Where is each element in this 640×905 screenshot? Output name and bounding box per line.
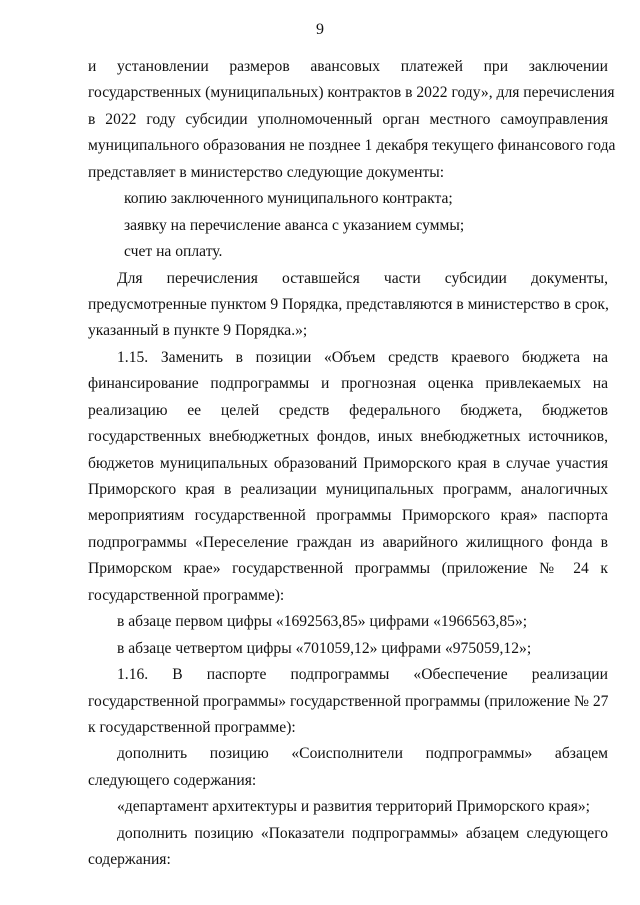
paragraph-3 <box>88 213 608 239</box>
text-line: представляет в министерство следующие документы: <box>88 163 445 181</box>
paragraph-8 <box>88 636 608 662</box>
paragraph-10 <box>88 741 608 794</box>
paragraph-5 <box>88 266 608 345</box>
text-line: государственных (муниципальных) контрактов в 2022 году», для перечисления <box>88 84 615 102</box>
text-line: государственной программы» государственной программы (приложение № 27 <box>88 692 609 710</box>
text-line: 1.16. В паспорте подпрограммы «Обеспечение реализации <box>117 666 608 684</box>
text-line: следующего содержания: <box>88 771 257 789</box>
text-line: к государственной программе): <box>88 718 296 736</box>
text-line: в 2022 году субсидии уполномоченный орган местного самоуправления <box>88 110 608 128</box>
paragraph-9 <box>88 662 608 741</box>
text-line: государственных внебюджетных фондов, иных внебюджетных источников, <box>88 428 608 446</box>
text-line: реализацию ее целей средств федерального бюджета, бюджетов <box>88 401 608 419</box>
text-line: предусмотренные пунктом 9 Порядка, представляются в министерство в срок, <box>88 295 609 313</box>
text-line: государственной программе): <box>88 586 285 604</box>
text-line: счет на оплату. <box>124 243 223 261</box>
text-line: 1.15. Заменить в позиции «Объем средств краевого бюджета на <box>117 348 608 366</box>
paragraph-7 <box>88 609 608 635</box>
text-line: дополнить позицию «Соисполнители подпрограммы» абзацем <box>117 745 608 763</box>
paragraph-1 <box>88 54 616 186</box>
text-line: в абзаце первом цифры «1692563,85» цифрами «1966563,85»; <box>117 613 528 631</box>
text-line: и установлении размеров авансовых платежей при заключении <box>88 58 608 75</box>
paragraph-2 <box>88 186 608 212</box>
text-line: финансирование подпрограммы и прогнозная оценка привлекаемых на <box>88 375 608 393</box>
text-line: Приморского края в реализации муниципальных программ, аналогичных <box>88 481 608 498</box>
text-line: дополнить позицию «Показатели подпрограммы» абзацем следующего <box>117 824 608 842</box>
text-line: заявку на перечисление аванса с указанием суммы; <box>124 216 465 234</box>
text-line: копию заключенного муниципального контракта; <box>124 190 453 208</box>
page-number: 9 <box>316 21 324 38</box>
text-line: мероприятиям государственной программы Приморского края» паспорта <box>88 507 608 525</box>
paragraph-12 <box>88 821 608 874</box>
text-line: «департамент архитектуры и развития территорий Приморского края»; <box>117 798 591 816</box>
text-line: в абзаце четвертом цифры «701059,12» цифрами «975059,12»; <box>117 639 532 657</box>
text-line: подпрограммы «Переселение граждан из аварийного жилищного фонда в <box>88 533 608 551</box>
text-line: муниципального образования не позднее 1 декабря текущего финансового года <box>88 137 616 155</box>
paragraph-6 <box>88 345 608 609</box>
text-line: Приморском крае» государственной программы (приложение № 24 к <box>88 560 608 578</box>
text-line: бюджетов муниципальных образований Приморского края в случае участия <box>88 454 608 472</box>
text-line: содержания: <box>88 851 171 869</box>
text-line: указанный в пункте 9 Порядка.»; <box>88 322 308 340</box>
document-body <box>88 54 616 874</box>
text-line: Для перечисления оставшейся части субсидии документы, <box>117 269 608 287</box>
paragraph-11 <box>88 794 608 820</box>
paragraph-4 <box>88 239 608 265</box>
